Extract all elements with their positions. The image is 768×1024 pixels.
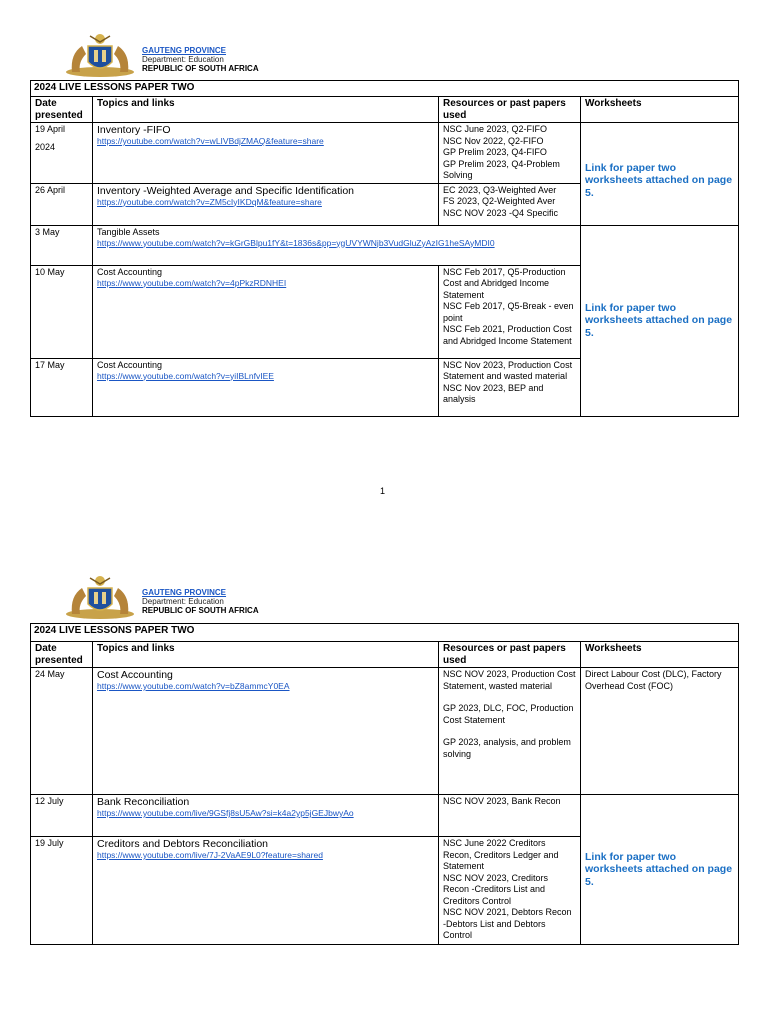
col-header-resources: Resources or past papers used bbox=[439, 642, 581, 668]
resources-cell bbox=[439, 358, 581, 416]
resource-item: NSC June 2023, Q2-FIFO bbox=[443, 124, 548, 134]
resource-item: NSC Nov 2023, BEP and analysis bbox=[443, 382, 544, 404]
date-cell: 17 May bbox=[31, 358, 93, 416]
resources-cell bbox=[439, 668, 581, 795]
province-name[interactable]: GAUTENG PROVINCE bbox=[142, 588, 227, 597]
col-header-date: Date presented bbox=[31, 97, 93, 123]
date-year: 2024 bbox=[35, 141, 56, 152]
lessons-table-page-1 bbox=[30, 80, 739, 417]
date-cell bbox=[31, 123, 93, 184]
video-link[interactable]: https://www.youtube.com/watch?v=4pPkzRDNHEI bbox=[97, 277, 287, 288]
table-row bbox=[31, 795, 739, 837]
video-link[interactable]: https://www.youtube.com/live/7J-2VaAE9L0?feature=shared bbox=[97, 850, 323, 860]
lessons-table-page-2 bbox=[30, 623, 739, 945]
department-name: Department: Education bbox=[142, 55, 224, 64]
page-number: 1 bbox=[380, 486, 386, 496]
resource-item: NSC Nov 2022, Q2-FIFO bbox=[443, 135, 544, 146]
department-name: Department: Education bbox=[142, 597, 224, 606]
col-header-worksheets: Worksheets bbox=[581, 97, 739, 123]
resource-item: NSC June 2022 Creditors Recon, Creditors Ledger and Statement bbox=[443, 838, 559, 871]
resource-item: FS 2023, Q2-Weighted Aver bbox=[443, 196, 556, 206]
col-header-date: Date presented bbox=[31, 642, 93, 668]
coat-of-arms-icon bbox=[64, 574, 136, 620]
date-cell: 3 May bbox=[31, 225, 93, 265]
resource-item: NSC NOV 2023, Bank Recon bbox=[443, 796, 561, 806]
topic-title: Inventory -FIFO bbox=[97, 124, 171, 136]
topic-cell bbox=[93, 265, 439, 358]
resources-cell bbox=[439, 123, 581, 184]
video-link[interactable]: https://www.youtube.com/watch?v=bZ8ammcY0EA bbox=[97, 681, 290, 691]
resource-item: GP Prelim 2023, Q4-Problem Solving bbox=[443, 158, 560, 180]
col-header-resources: Resources or past papers used bbox=[439, 97, 581, 123]
topic-title: Cost Accounting bbox=[97, 266, 163, 277]
topic-title: Cost Accounting bbox=[97, 359, 163, 370]
table-row bbox=[31, 668, 739, 795]
table-title: 2024 LIVE LESSONS PAPER TWO bbox=[31, 624, 739, 642]
date-cell: 19 July bbox=[31, 837, 93, 945]
resource-item: GP 2023, DLC, FOC, Production Cost Statement bbox=[443, 703, 574, 725]
worksheet-cell bbox=[581, 225, 739, 416]
topic-cell bbox=[93, 123, 439, 184]
letterhead bbox=[64, 574, 304, 620]
topic-title: Creditors and Debtors Reconciliation bbox=[97, 838, 268, 850]
worksheet-cell bbox=[581, 668, 739, 795]
worksheet-text: Direct Labour Cost (DLC), Factory Overhead Cost (FOC) bbox=[585, 669, 722, 691]
video-link[interactable]: https://www.youtube.com/watch?v=yiIBLnfvIEE bbox=[97, 370, 274, 381]
video-link[interactable]: https://youtube.com/watch?v=ZM5cIyIKDqM&feature=share bbox=[97, 196, 322, 207]
letterhead-text bbox=[142, 588, 259, 615]
col-header-topics: Topics and links bbox=[93, 97, 439, 123]
date-cell: 26 April bbox=[31, 183, 93, 225]
resource-item: NSC NOV 2023, Creditors Recon -Creditors List and Creditors Control bbox=[443, 872, 549, 906]
resource-item: NSC Nov 2023, Production Cost Statement and wasted material bbox=[443, 359, 573, 381]
worksheet-cell bbox=[581, 123, 739, 226]
topic-cell bbox=[93, 358, 439, 416]
letterhead-text bbox=[142, 46, 259, 73]
resource-item: NSC NOV 2021, Debtors Recon -Debtors List and Debtors Control bbox=[443, 907, 572, 940]
coat-of-arms-icon bbox=[64, 32, 136, 78]
worksheet-link[interactable]: Link for paper two worksheets attached on page 5. bbox=[585, 161, 733, 199]
resource-item: NSC Feb 2017, Q5-Break - even point bbox=[443, 301, 574, 323]
col-header-topics: Topics and links bbox=[93, 642, 439, 668]
resources-cell bbox=[439, 837, 581, 945]
table-row bbox=[31, 123, 739, 184]
video-link[interactable]: https://www.youtube.com/live/9GSfj8sU5Aw?si=k4a2yp5jGEJbwyAo bbox=[97, 808, 354, 818]
page-2 bbox=[0, 572, 768, 1024]
topic-title: Inventory -Weighted Average and Specific Identification bbox=[97, 184, 355, 197]
resource-item: EC 2023, Q3-Weighted Aver bbox=[443, 184, 557, 195]
worksheet-link[interactable]: Link for paper two worksheets attached on page 5. bbox=[585, 301, 733, 339]
table-row bbox=[31, 225, 739, 265]
resource-item: NSC Feb 2021, Production Cost and Abridged Income Statement bbox=[443, 324, 572, 346]
table-title: 2024 LIVE LESSONS PAPER TWO bbox=[31, 81, 739, 97]
resources-cell bbox=[439, 795, 581, 837]
date-cell: 12 July bbox=[31, 795, 93, 837]
topic-title: Bank Reconciliation bbox=[97, 796, 190, 808]
letterhead bbox=[64, 32, 304, 78]
topic-cell bbox=[93, 225, 581, 265]
resource-item: GP 2023, analysis, and problem solving bbox=[443, 737, 571, 759]
video-link[interactable]: https://youtube.com/watch?v=wLIVBdjZMAQ&feature=share bbox=[97, 136, 324, 146]
date-cell: 24 May bbox=[31, 668, 93, 795]
country-name: REPUBLIC OF SOUTH AFRICA bbox=[142, 606, 259, 615]
topic-title: Tangible Assets bbox=[97, 226, 160, 237]
worksheet-cell bbox=[581, 795, 739, 945]
video-link[interactable]: https://www.youtube.com/watch?v=kGrGBlpu1fY&t=1836s&pp=ygUVYWNjb3VudGluZyAzIG1heSAyMDI0 bbox=[97, 237, 495, 248]
resource-item: GP Prelim 2023, Q4-FIFO bbox=[443, 147, 547, 157]
topic-cell bbox=[93, 183, 439, 225]
col-header-worksheets: Worksheets bbox=[581, 642, 739, 668]
date-text: 19 April bbox=[35, 124, 66, 134]
date-cell: 10 May bbox=[31, 265, 93, 358]
resources-cell bbox=[439, 265, 581, 358]
topic-cell bbox=[93, 795, 439, 837]
resources-cell bbox=[439, 183, 581, 225]
resource-item: NSC NOV 2023 -Q4 Specific bbox=[443, 207, 559, 218]
topic-cell bbox=[93, 668, 439, 795]
topic-title: Cost Accounting bbox=[97, 669, 173, 681]
resource-item: NSC Feb 2017, Q5-Production Cost and Abridged Income Statement bbox=[443, 266, 566, 300]
resource-item: NSC NOV 2023, Production Cost Statement, wasted material bbox=[443, 669, 576, 691]
province-name[interactable]: GAUTENG PROVINCE bbox=[142, 46, 227, 55]
topic-cell bbox=[93, 837, 439, 945]
country-name: REPUBLIC OF SOUTH AFRICA bbox=[142, 64, 259, 73]
worksheet-link[interactable]: Link for paper two worksheets attached on page 5. bbox=[585, 850, 733, 888]
